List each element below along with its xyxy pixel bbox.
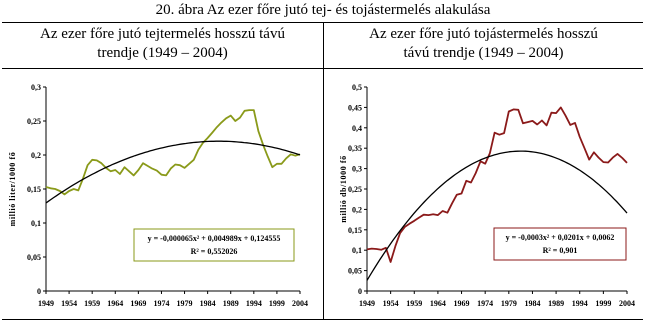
x-tick-label: 1954 <box>61 299 78 308</box>
x-tick-label: 1949 <box>38 299 54 308</box>
x-tick-label: 1999 <box>595 299 612 308</box>
x-tick-label: 1994 <box>245 299 262 308</box>
x-tick-label: 1974 <box>153 299 170 308</box>
y-tick-label: 0,25 <box>27 117 41 126</box>
x-tick-label: 1969 <box>130 299 147 308</box>
x-tick-label: 1959 <box>406 299 423 308</box>
y-tick-label: 0,4 <box>352 123 362 133</box>
y-tick-label: 0 <box>358 287 362 296</box>
y-tick-label: 0,25 <box>348 185 362 194</box>
y-tick-label: 0,2 <box>352 205 362 215</box>
y-tick-label: 0,35 <box>348 144 362 154</box>
y-axis-title: millió db/1000 fő <box>339 155 348 223</box>
r-squared: R² = 0,552026 <box>190 247 238 256</box>
y-tick-label: 0,05 <box>348 266 362 276</box>
y-tick-label: 0,45 <box>348 103 362 113</box>
y-tick-label: 0,15 <box>27 185 41 194</box>
y-tick-label: 0,15 <box>348 225 362 235</box>
x-tick-label: 1989 <box>548 299 565 308</box>
figure-title: 20. ábra Az ezer főre jutó tej- és tojástermelés alakulása <box>155 2 491 18</box>
y-tick-label: 0,05 <box>27 253 41 262</box>
x-tick-label: 1954 <box>382 299 399 308</box>
left-title-line2: trendje (1949 – 2004) <box>97 45 228 61</box>
x-tick-label: 1984 <box>199 299 216 308</box>
x-tick-label: 1969 <box>453 299 470 308</box>
x-tick-label: 1949 <box>359 299 375 308</box>
y-tick-label: 0,3 <box>31 83 41 92</box>
x-tick-label: 2004 <box>292 299 308 308</box>
x-tick-label: 1979 <box>176 299 193 308</box>
x-tick-label: 2004 <box>619 299 635 308</box>
right-title-line2: távú trendje (1949 – 2004) <box>403 45 564 61</box>
y-tick-label: 0,1 <box>31 219 41 228</box>
x-tick-label: 1989 <box>222 299 239 308</box>
y-tick-label: 0,2 <box>31 151 41 160</box>
y-tick-label: 0,1 <box>352 246 362 256</box>
y-tick-label: 0,3 <box>352 164 362 174</box>
trend-equation: y = -0,000065x² + 0,004989x + 0,124555 <box>147 234 281 243</box>
x-tick-label: 1984 <box>524 299 541 308</box>
y-axis-title: millió liter/1000 fő <box>8 151 17 227</box>
x-tick-label: 1994 <box>571 299 588 308</box>
r-squared: R² = 0,901 <box>542 246 578 255</box>
x-tick-label: 1979 <box>500 299 517 308</box>
x-tick-label: 1959 <box>84 299 101 308</box>
y-tick-label: 0,5 <box>352 83 362 92</box>
x-tick-label: 1974 <box>477 299 494 308</box>
trend-equation: y = -0,0003x² + 0,0201x + 0,0062 <box>505 233 615 242</box>
x-tick-label: 1964 <box>107 299 124 308</box>
x-tick-label: 1999 <box>268 299 285 308</box>
x-tick-label: 1964 <box>429 299 446 308</box>
y-tick-label: 0 <box>37 287 41 296</box>
right-title-line1: Az ezer főre jutó tojástermelés hosszú <box>369 26 598 42</box>
left-title-line1: Az ezer főre jutó tejtermelés hosszú távú <box>40 26 285 42</box>
trend-line <box>367 151 627 280</box>
